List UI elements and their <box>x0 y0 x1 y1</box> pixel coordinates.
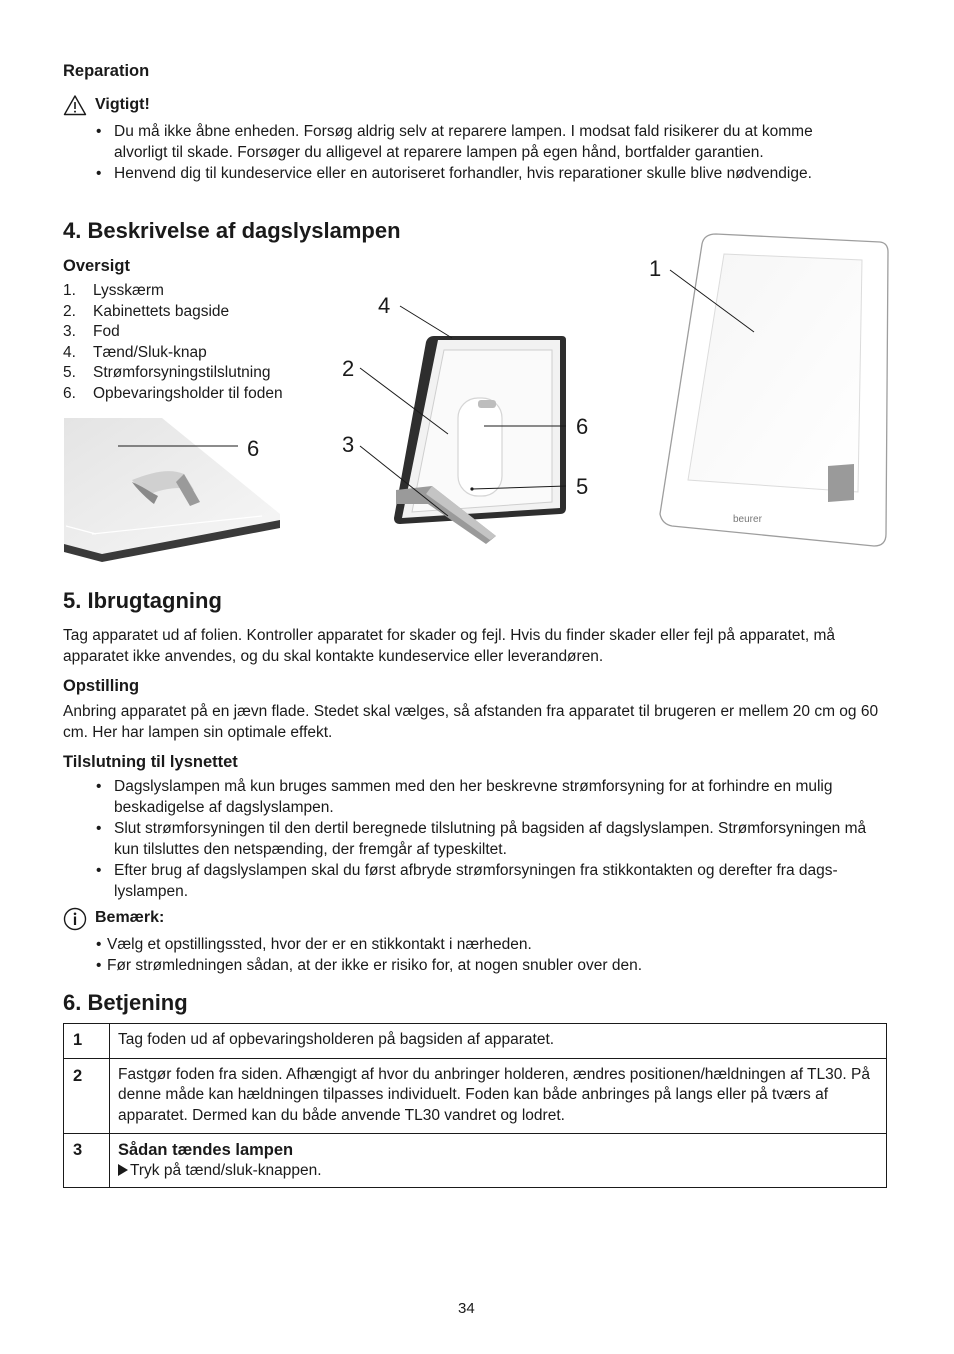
warning-label: Vigtigt! <box>95 96 150 113</box>
step-cell <box>110 1134 887 1188</box>
callout-4: 4 <box>378 293 391 318</box>
repair-heading: Reparation <box>63 62 150 80</box>
list-item: 2. Kabinettets bagside <box>63 302 230 320</box>
callout-6-closeup: 6 <box>247 436 260 461</box>
list-item: • Henvend dig til kundeservice eller en autoriseret forhandler, hvis reparationer skulle blive nødvendige. <box>96 165 812 182</box>
brand-logo: beurer <box>733 514 762 525</box>
lamp-back-illustration <box>336 290 606 550</box>
operation-table <box>63 1023 887 1188</box>
list-item: • Vælg et opstillingssted, hvor der er en stikkontakt i nærheden. <box>96 936 532 953</box>
step-title: Sådan tændes lampen <box>118 1141 294 1159</box>
callout-2: 2 <box>342 356 355 381</box>
power-bullets <box>96 776 891 902</box>
callout-5: 5 <box>576 474 589 499</box>
section-6-heading: 6. Betjening <box>63 990 188 1015</box>
step-number: 1 <box>64 1024 110 1059</box>
setup-text: Anbring apparatet på en jævn flade. Stedet skal vælges, så afstanden fra apparatet til brugeren er mellem 20 cm og 60 cm. Her har lampen sin optimale effekt. <box>63 703 879 741</box>
list-item: • Slut strømforsyningen til den dertil beregnede tilslutning på bagsiden af dagslyslampen. Strømforsyningen må kun tilsluttes den netspænding, der fremgår af typeskiltet. <box>96 820 867 858</box>
callout-1: 1 <box>649 256 662 281</box>
info-icon <box>63 907 87 931</box>
callout-6-back: 6 <box>576 414 589 439</box>
table-row <box>64 1024 887 1059</box>
list-item: • Dagslyslampen må kun bruges sammen med den her beskrevne strømforsyning for at forhindre en mulig beskadigelse af dagslyslampen. <box>96 778 833 816</box>
step-number: 3 <box>64 1134 110 1188</box>
overview-heading: Oversigt <box>63 257 130 275</box>
play-triangle-icon <box>118 1164 128 1176</box>
repair-bullets <box>96 121 866 184</box>
warning-icon <box>63 94 87 116</box>
power-heading: Tilslutning til lysnettet <box>63 753 238 771</box>
table-row <box>64 1134 887 1188</box>
section-5-intro: Tag apparatet ud af folien. Kontroller apparatet for skader og fejl. Hvis du finder skader eller fejl på apparatet, må apparatet ikke anvendes, og du skal kontakte kundeservice eller leverandøren. <box>63 627 835 665</box>
list-item: 6. Opbevaringsholder til foden <box>63 384 283 402</box>
section-4-heading: 4. Beskrivelse af dagslyslampen <box>63 218 401 243</box>
list-item: • Efter brug af dagslyslampen skal du først afbryde strømforsyningen fra stikkontakten og derefter fra dags-lyslampen. <box>96 862 838 900</box>
setup-heading: Opstilling <box>63 677 140 695</box>
step-number: 2 <box>64 1058 110 1134</box>
step-text: Fastgør foden fra siden. Afhængigt af hvor du anbringer holderen, ændres positionen/hældningen af TL30. På denne måde kan hældningen tilpasses individuelt. Foden kan både anbringes på langs eller på tværs af apparatet. Dermed kan du både anvende TL30 vandret og lodret. <box>110 1058 887 1134</box>
list-item: 5. Strømforsyningstilslutning <box>63 364 271 381</box>
note-label: Bemærk: <box>95 909 165 926</box>
section-5-heading: 5. Ibrugtagning <box>63 588 222 613</box>
list-item: • Du må ikke åbne enheden. Forsøg aldrig selv at reparere lampen. I modsat fald risikerer du at komme alvorligt til skade. Forsøger du alligevel at reparere lampen på egen hånd, bortfalder garantien. <box>96 123 813 161</box>
step-instruction: Tryk på tænd/sluk-knappen. <box>118 1161 878 1182</box>
list-item: 3. Fod <box>63 323 120 340</box>
parts-list <box>63 281 283 404</box>
step-text: Tag foden ud af opbevaringsholderen på bagsiden af apparatet. <box>110 1024 887 1059</box>
list-item: 4. Tænd/Sluk-knap <box>63 343 207 361</box>
list-item: • Før strømledningen sådan, at der ikke er risiko for, at nogen snubler over den. <box>96 957 643 974</box>
note-bullets <box>96 934 876 976</box>
table-row <box>64 1058 887 1134</box>
page-number: 34 <box>458 1300 475 1317</box>
lamp-front-illustration <box>640 230 896 552</box>
list-item: 1. Lysskærm <box>63 282 164 299</box>
callout-3: 3 <box>342 432 355 457</box>
